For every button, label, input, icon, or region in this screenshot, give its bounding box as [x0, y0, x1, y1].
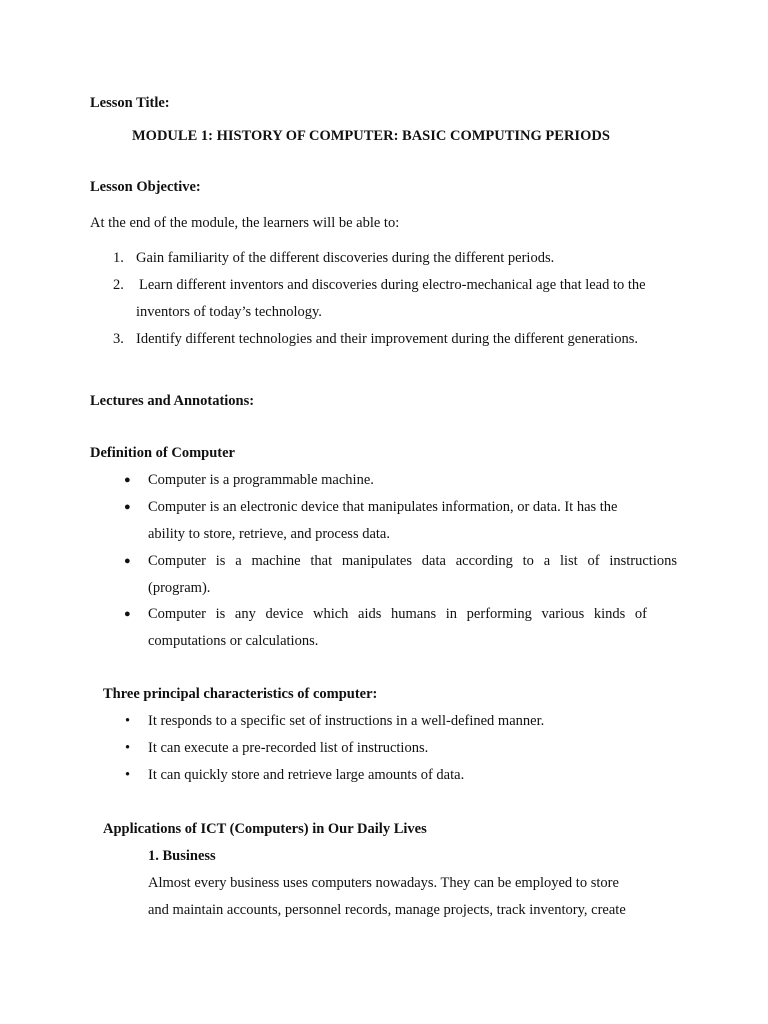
objective-item-2: Learn different inventors and discoveries during electro-mechanical age that lead to the: [139, 277, 646, 293]
characteristic-item-1: It responds to a specific set of instructions in a well-defined manner.: [148, 713, 545, 729]
objective-item-1: Gain familiarity of the different discoveries during the different periods.: [136, 250, 555, 266]
bullet-icon: ●: [124, 555, 131, 567]
applications-heading: Applications of ICT (Computers) in Our Daily Lives: [103, 821, 427, 837]
list-item-number: 2.: [113, 277, 124, 293]
definition-item-1: Computer is a programmable machine.: [148, 472, 374, 488]
definition-item-2: Computer is an electronic device that manipulates information, or data. It has the: [148, 499, 618, 515]
lesson-objective-label: Lesson Objective:: [90, 179, 201, 195]
lectures-label: Lectures and Annotations:: [90, 393, 255, 409]
bullet-icon: ●: [124, 501, 131, 513]
definition-item-3-continued: (program).: [148, 580, 211, 596]
module-title: MODULE 1: HISTORY OF COMPUTER: BASIC COMPUTING PERIODS: [132, 128, 610, 144]
objective-item-2-continued: inventors of today’s technology.: [136, 304, 322, 320]
definition-item-4-continued: computations or calculations.: [148, 633, 319, 649]
business-paragraph-line-2: and maintain accounts, personnel records, manage projects, track inventory, create: [148, 902, 626, 918]
bullet-icon: •: [125, 713, 131, 729]
business-paragraph-line-1: Almost every business uses computers nowadays. They can be employed to store: [148, 875, 619, 891]
bullet-icon: ●: [124, 608, 131, 620]
objective-intro: At the end of the module, the learners will be able to:: [90, 215, 400, 231]
characteristic-item-2: It can execute a pre-recorded list of instructions.: [148, 740, 429, 756]
bullet-icon: •: [125, 740, 131, 756]
lesson-title-label: Lesson Title:: [90, 95, 170, 111]
bullet-icon: •: [125, 767, 131, 783]
bullet-icon: ●: [124, 474, 131, 486]
definition-item-4: Computer is any device which aids humans in performing various kinds of: [148, 606, 647, 622]
characteristic-item-3: It can quickly store and retrieve large amounts of data.: [148, 767, 465, 783]
characteristics-heading: Three principal characteristics of computer:: [103, 686, 378, 702]
definition-item-2-continued: ability to store, retrieve, and process data.: [148, 526, 390, 542]
definition-heading: Definition of Computer: [90, 445, 235, 461]
list-item-number: 1.: [113, 250, 124, 266]
objective-item-3: Identify different technologies and their improvement during the different generations.: [136, 331, 638, 347]
definition-item-3: Computer is a machine that manipulates data according to a list of instructions: [148, 553, 677, 569]
list-item-number: 3.: [113, 331, 124, 347]
business-heading: 1. Business: [148, 848, 216, 864]
